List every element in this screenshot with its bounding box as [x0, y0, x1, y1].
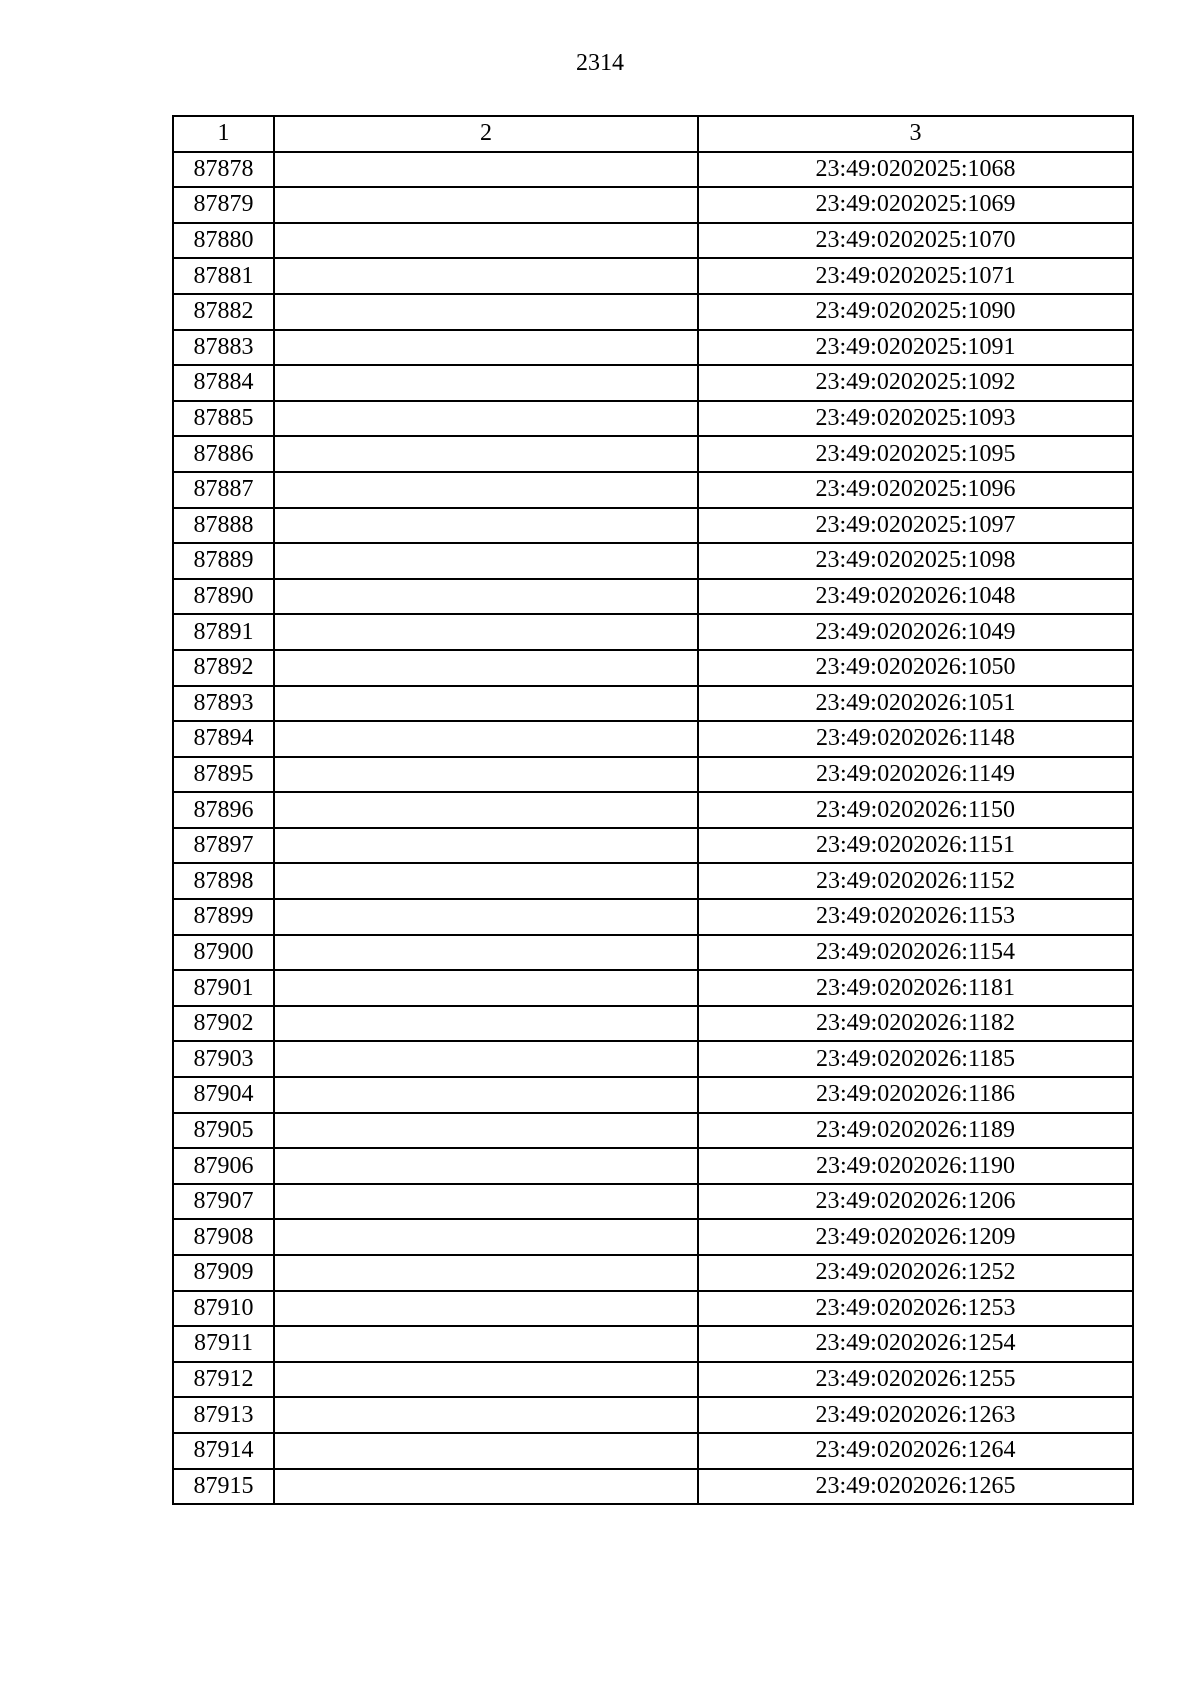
empty-cell: [274, 1184, 698, 1220]
row-number-cell: 87879: [173, 187, 274, 223]
empty-cell: [274, 1041, 698, 1077]
empty-cell: [274, 579, 698, 615]
row-number-cell: 87913: [173, 1397, 274, 1433]
cadastral-number-cell: 23:49:0202025:1090: [698, 294, 1133, 330]
table-row: [173, 614, 1133, 650]
empty-cell: [274, 508, 698, 544]
row-number-cell: 87914: [173, 1433, 274, 1469]
table-row: [173, 792, 1133, 828]
table-row: [173, 686, 1133, 722]
empty-cell: [274, 1326, 698, 1362]
table-row: [173, 258, 1133, 294]
row-number-cell: 87882: [173, 294, 274, 330]
table-body: [173, 152, 1133, 1505]
table-row: [173, 543, 1133, 579]
empty-cell: [274, 152, 698, 188]
empty-cell: [274, 401, 698, 437]
table-row: [173, 1006, 1133, 1042]
cadastral-number-cell: 23:49:0202025:1093: [698, 401, 1133, 437]
row-number-cell: 87883: [173, 330, 274, 366]
table-row: [173, 1291, 1133, 1327]
table-row: [173, 1397, 1133, 1433]
row-number-cell: 87885: [173, 401, 274, 437]
cadastral-number-cell: 23:49:0202026:1050: [698, 650, 1133, 686]
column-header-1: 1: [173, 116, 274, 152]
table-row: [173, 1219, 1133, 1255]
table-row: [173, 223, 1133, 259]
table-row: [173, 187, 1133, 223]
cadastral-number-cell: 23:49:0202026:1265: [698, 1469, 1133, 1505]
empty-cell: [274, 828, 698, 864]
row-number-cell: 87893: [173, 686, 274, 722]
cadastral-number-cell: 23:49:0202026:1185: [698, 1041, 1133, 1077]
cadastral-number-cell: 23:49:0202026:1254: [698, 1326, 1133, 1362]
empty-cell: [274, 436, 698, 472]
empty-cell: [274, 365, 698, 401]
cadastral-number-cell: 23:49:0202026:1253: [698, 1291, 1133, 1327]
row-number-cell: 87890: [173, 579, 274, 615]
empty-cell: [274, 1006, 698, 1042]
cadastral-number-cell: 23:49:0202025:1069: [698, 187, 1133, 223]
row-number-cell: 87880: [173, 223, 274, 259]
row-number-cell: 87902: [173, 1006, 274, 1042]
table-row: [173, 1041, 1133, 1077]
row-number-cell: 87901: [173, 970, 274, 1006]
column-header-3: 3: [698, 116, 1133, 152]
row-number-cell: 87898: [173, 863, 274, 899]
cadastral-number-cell: 23:49:0202026:1051: [698, 686, 1133, 722]
table-row: [173, 294, 1133, 330]
table-row: [173, 579, 1133, 615]
cadastral-number-cell: 23:49:0202026:1152: [698, 863, 1133, 899]
empty-cell: [274, 686, 698, 722]
cadastral-number-cell: 23:49:0202025:1095: [698, 436, 1133, 472]
empty-cell: [274, 223, 698, 259]
empty-cell: [274, 614, 698, 650]
table-row: [173, 1362, 1133, 1398]
empty-cell: [274, 330, 698, 366]
data-table: [172, 115, 1134, 1505]
table-row: [173, 1184, 1133, 1220]
table-row: [173, 436, 1133, 472]
row-number-cell: 87900: [173, 935, 274, 971]
table-row: [173, 863, 1133, 899]
empty-cell: [274, 757, 698, 793]
empty-cell: [274, 650, 698, 686]
cadastral-number-cell: 23:49:0202025:1071: [698, 258, 1133, 294]
empty-cell: [274, 1148, 698, 1184]
row-number-cell: 87903: [173, 1041, 274, 1077]
empty-cell: [274, 721, 698, 757]
row-number-cell: 87908: [173, 1219, 274, 1255]
table-row: [173, 1433, 1133, 1469]
cadastral-number-cell: 23:49:0202025:1091: [698, 330, 1133, 366]
row-number-cell: 87904: [173, 1077, 274, 1113]
row-number-cell: 87907: [173, 1184, 274, 1220]
row-number-cell: 87896: [173, 792, 274, 828]
cadastral-number-cell: 23:49:0202026:1154: [698, 935, 1133, 971]
cadastral-number-cell: 23:49:0202026:1148: [698, 721, 1133, 757]
row-number-cell: 87884: [173, 365, 274, 401]
cadastral-number-cell: 23:49:0202026:1190: [698, 1148, 1133, 1184]
table-header: [173, 116, 1133, 152]
row-number-cell: 87878: [173, 152, 274, 188]
table-row: [173, 472, 1133, 508]
table-row: [173, 721, 1133, 757]
empty-cell: [274, 1219, 698, 1255]
row-number-cell: 87889: [173, 543, 274, 579]
cadastral-number-cell: 23:49:0202026:1264: [698, 1433, 1133, 1469]
cadastral-number-cell: 23:49:0202026:1153: [698, 899, 1133, 935]
empty-cell: [274, 1077, 698, 1113]
table-row: [173, 650, 1133, 686]
cadastral-number-cell: 23:49:0202026:1263: [698, 1397, 1133, 1433]
cadastral-number-cell: 23:49:0202025:1092: [698, 365, 1133, 401]
empty-cell: [274, 258, 698, 294]
empty-cell: [274, 1255, 698, 1291]
empty-cell: [274, 1469, 698, 1505]
cadastral-number-cell: 23:49:0202026:1189: [698, 1113, 1133, 1149]
cadastral-number-cell: 23:49:0202026:1206: [698, 1184, 1133, 1220]
table-row: [173, 1469, 1133, 1505]
empty-cell: [274, 472, 698, 508]
row-number-cell: 87910: [173, 1291, 274, 1327]
cadastral-number-cell: 23:49:0202025:1098: [698, 543, 1133, 579]
cadastral-number-cell: 23:49:0202026:1182: [698, 1006, 1133, 1042]
cadastral-number-cell: 23:49:0202026:1048: [698, 579, 1133, 615]
cadastral-number-cell: 23:49:0202026:1181: [698, 970, 1133, 1006]
row-number-cell: 87887: [173, 472, 274, 508]
table-row: [173, 365, 1133, 401]
table-header-row: [173, 116, 1133, 152]
table-row: [173, 1077, 1133, 1113]
cadastral-number-cell: 23:49:0202026:1186: [698, 1077, 1133, 1113]
row-number-cell: 87891: [173, 614, 274, 650]
empty-cell: [274, 792, 698, 828]
table-row: [173, 1326, 1133, 1362]
table-row: [173, 828, 1133, 864]
column-header-2: 2: [274, 116, 698, 152]
table-row: [173, 1113, 1133, 1149]
cadastral-number-cell: 23:49:0202026:1149: [698, 757, 1133, 793]
page-number: 2314: [576, 50, 624, 76]
empty-cell: [274, 935, 698, 971]
cadastral-number-cell: 23:49:0202026:1255: [698, 1362, 1133, 1398]
table-row: [173, 401, 1133, 437]
cadastral-number-cell: 23:49:0202026:1151: [698, 828, 1133, 864]
cadastral-number-cell: 23:49:0202025:1070: [698, 223, 1133, 259]
cadastral-number-cell: 23:49:0202026:1252: [698, 1255, 1133, 1291]
cadastral-number-cell: 23:49:0202025:1068: [698, 152, 1133, 188]
empty-cell: [274, 1362, 698, 1398]
table-row: [173, 757, 1133, 793]
cadastral-number-cell: 23:49:0202026:1209: [698, 1219, 1133, 1255]
table-row: [173, 152, 1133, 188]
empty-cell: [274, 970, 698, 1006]
row-number-cell: 87881: [173, 258, 274, 294]
table-row: [173, 935, 1133, 971]
empty-cell: [274, 294, 698, 330]
row-number-cell: 87897: [173, 828, 274, 864]
cadastral-number-cell: 23:49:0202026:1150: [698, 792, 1133, 828]
cadastral-number-cell: 23:49:0202025:1097: [698, 508, 1133, 544]
row-number-cell: 87912: [173, 1362, 274, 1398]
empty-cell: [274, 863, 698, 899]
row-number-cell: 87915: [173, 1469, 274, 1505]
empty-cell: [274, 543, 698, 579]
table-row: [173, 970, 1133, 1006]
row-number-cell: 87892: [173, 650, 274, 686]
empty-cell: [274, 1433, 698, 1469]
row-number-cell: 87909: [173, 1255, 274, 1291]
row-number-cell: 87886: [173, 436, 274, 472]
row-number-cell: 87905: [173, 1113, 274, 1149]
empty-cell: [274, 899, 698, 935]
row-number-cell: 87899: [173, 899, 274, 935]
table-row: [173, 1148, 1133, 1184]
row-number-cell: 87895: [173, 757, 274, 793]
cadastral-number-cell: 23:49:0202025:1096: [698, 472, 1133, 508]
empty-cell: [274, 1113, 698, 1149]
row-number-cell: 87911: [173, 1326, 274, 1362]
empty-cell: [274, 1291, 698, 1327]
table-row: [173, 330, 1133, 366]
table-row: [173, 1255, 1133, 1291]
table-row: [173, 508, 1133, 544]
row-number-cell: 87894: [173, 721, 274, 757]
table-row: [173, 899, 1133, 935]
cadastral-number-cell: 23:49:0202026:1049: [698, 614, 1133, 650]
empty-cell: [274, 1397, 698, 1433]
empty-cell: [274, 187, 698, 223]
row-number-cell: 87906: [173, 1148, 274, 1184]
row-number-cell: 87888: [173, 508, 274, 544]
